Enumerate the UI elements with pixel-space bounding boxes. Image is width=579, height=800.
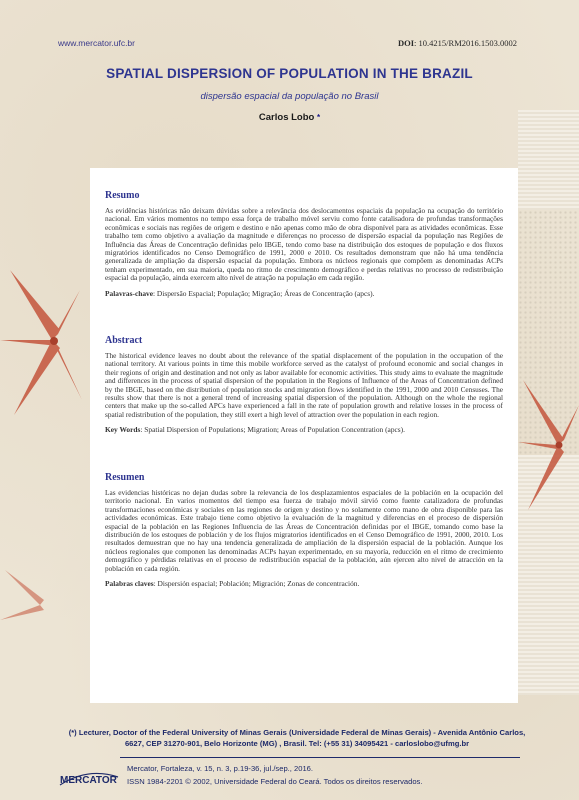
keywords-text: : Dispersión espacial; Población; Migración; Zonas de concentración.: [153, 579, 360, 589]
decorative-stripes-top: [518, 110, 579, 210]
author-line: [0, 112, 579, 123]
issn-copyright: ISSN 1984-2201 © 2002, Universidade Federal do Ceará. Todos os direitos reservados.: [127, 777, 423, 786]
keywords-line: [105, 425, 503, 434]
footer-divider: [120, 757, 520, 758]
keywords-label: Palabras claves: [105, 579, 154, 589]
keywords-line: [105, 579, 503, 588]
keywords-label: Key Words: [105, 425, 141, 435]
doi-line: [398, 38, 517, 48]
keywords-label: Palavras-chave: [105, 288, 154, 298]
compass-star-icon: [0, 250, 82, 430]
author-footnote-mark: *: [316, 113, 321, 122]
doi-value[interactable]: : 10.4215/RM2016.1503.0002: [414, 38, 517, 48]
mercator-logo: [58, 763, 122, 789]
section-body: Las evidencias históricas no dejan dudas sobre la relevancia de los desplazamientos espaciales de la población en la ocupación del territorio nacional. En varios momentos del tiempo esa fuerza de trabajo móvil sirvió como fuente catalizadora de profundas transformaciones económicas y sociales en las regiones de origen y destino y no solamente como mano de obra disponible para las actividades económicas. Este trabajo tiene como objetivo la evaluación de la magnitud y diferencias en el proceso de dispersión espacial de la población en las Regiones Influencia de las Áreas de Concentración definidas por el IBGE, tomando como base la distribución de los estoques de población y de los flujos migratorios identificados en el Censo Demográfico de 1991, 2000, 2010. Los resultados demuestran que no hay una tendencia generalizada de ampliación de la dispersión espacial de la población. Aunque los núcleos regionales que componen las denominadas ACPs hayan experimentado, en su mayoría, reducción en el ritmo de crecimiento demográfico y pérdidas relativas en el proceso de redistribución espacial de la población, aún ejercen alto nivel de atracción en la población en cada región.: [105, 488, 503, 573]
section-resumen: [105, 472, 503, 588]
section-heading: Abstract: [105, 335, 143, 346]
compass-star-icon: [518, 370, 579, 520]
section-body: As evidências históricas não deixam dúvidas sobre a relevância dos deslocamentos espaciais da população na ocupação do território nacional. Em vários momentos no tempo essa força de trabalho móvel serviu como fonte catalisadora de profundas transformações econômicas e sociais nas regiões de origem e destino e não apenas como mão de obra disponível para as atividades econômicas. Esse trabalho tem como objetivo a avaliação da magnitude e diferenças no processo de dispersão espacial da população nas Regiões de Influência das Áreas de Concentração definidas pelo IBGE, tendo como base na distribuição dos estoques de população e dos fluxos migratórios identificados no Censo Demográfico de 1991, 2000 e 2010. Os resultados demonstram que não há uma tendência generalizada de ampliação da dispersão espacial da população. Embora os núcleos regionais que compõem as denominadas ACPs tenham experimentado, em sua maioria, queda no ritmo de crescimento demográfico e perdas relativas no processo de redistribuição espacial da população, ainda exercem alto nível de atração na população em cada região.: [105, 206, 503, 283]
keywords-line: [105, 289, 503, 298]
journal-citation: Mercator, Fortaleza, v. 15, n. 3, p.19-36, jul./sep., 2016.: [127, 764, 314, 773]
logo-text: MERCATOR: [60, 775, 117, 786]
keywords-text: : Spatial Dispersion of Populations; Migration; Areas of Population Concentration (apcs).: [140, 425, 405, 435]
section-body: The historical evidence leaves no doubt about the relevance of the spatial displacement of the population in the occupation of the national territory. At various points in time this mobile workforce served as the catalyst of profound economic and social changes in their regions of origin and destination and not only as labor available for economic activities. This study aims to evaluate the magnitude and differences in the process of spatial dispersion of the population in the Regions of Influence of the Areas of Concentration defined by the IBGE, based on the distribution of population stocks and migration flows identified in the 1991, 2000 and 2010 Censuses. The results show that there is not a general trend of increasing spatial dispersion of the population. Although on the whole the regional centers that make up the so-called APCs have experienced a fall in the rate of population growth and relative losses in the process of spatial redistribution of the population, they still exert a high level of attraction over the population in each region.: [105, 351, 503, 419]
section-abstract: [105, 335, 503, 434]
doi-label: DOI: [397, 38, 415, 48]
keywords-text: : Dispersão Espacial; População; Migração; Áreas de Concentração (apcs).: [153, 288, 375, 298]
compass-star-icon: [0, 560, 60, 650]
section-heading: Resumen: [105, 472, 145, 483]
journal-url-link[interactable]: www.mercator.ufc.br: [58, 38, 135, 48]
author-name: Carlos Lobo: [258, 112, 315, 123]
section-resumo: [105, 190, 503, 298]
paper-subtitle: dispersão espacial da população no Brasil: [200, 91, 379, 102]
author-footnote: (*) Lecturer, Doctor of the Federal University of Minas Gerais (Universidade Federal de Minas Gerais) - Avenida Antônio Carlos, 6627, CEP 31270-901, Belo Horizonte (MG) , Brasil. Tel: (+55 31) 34095421 - carloslobo@ufmg.br: [68, 728, 526, 748]
section-heading: Resumo: [105, 190, 140, 201]
paper-title: SPATIAL DISPERSION OF POPULATION IN THE BRAZIL: [106, 66, 473, 81]
